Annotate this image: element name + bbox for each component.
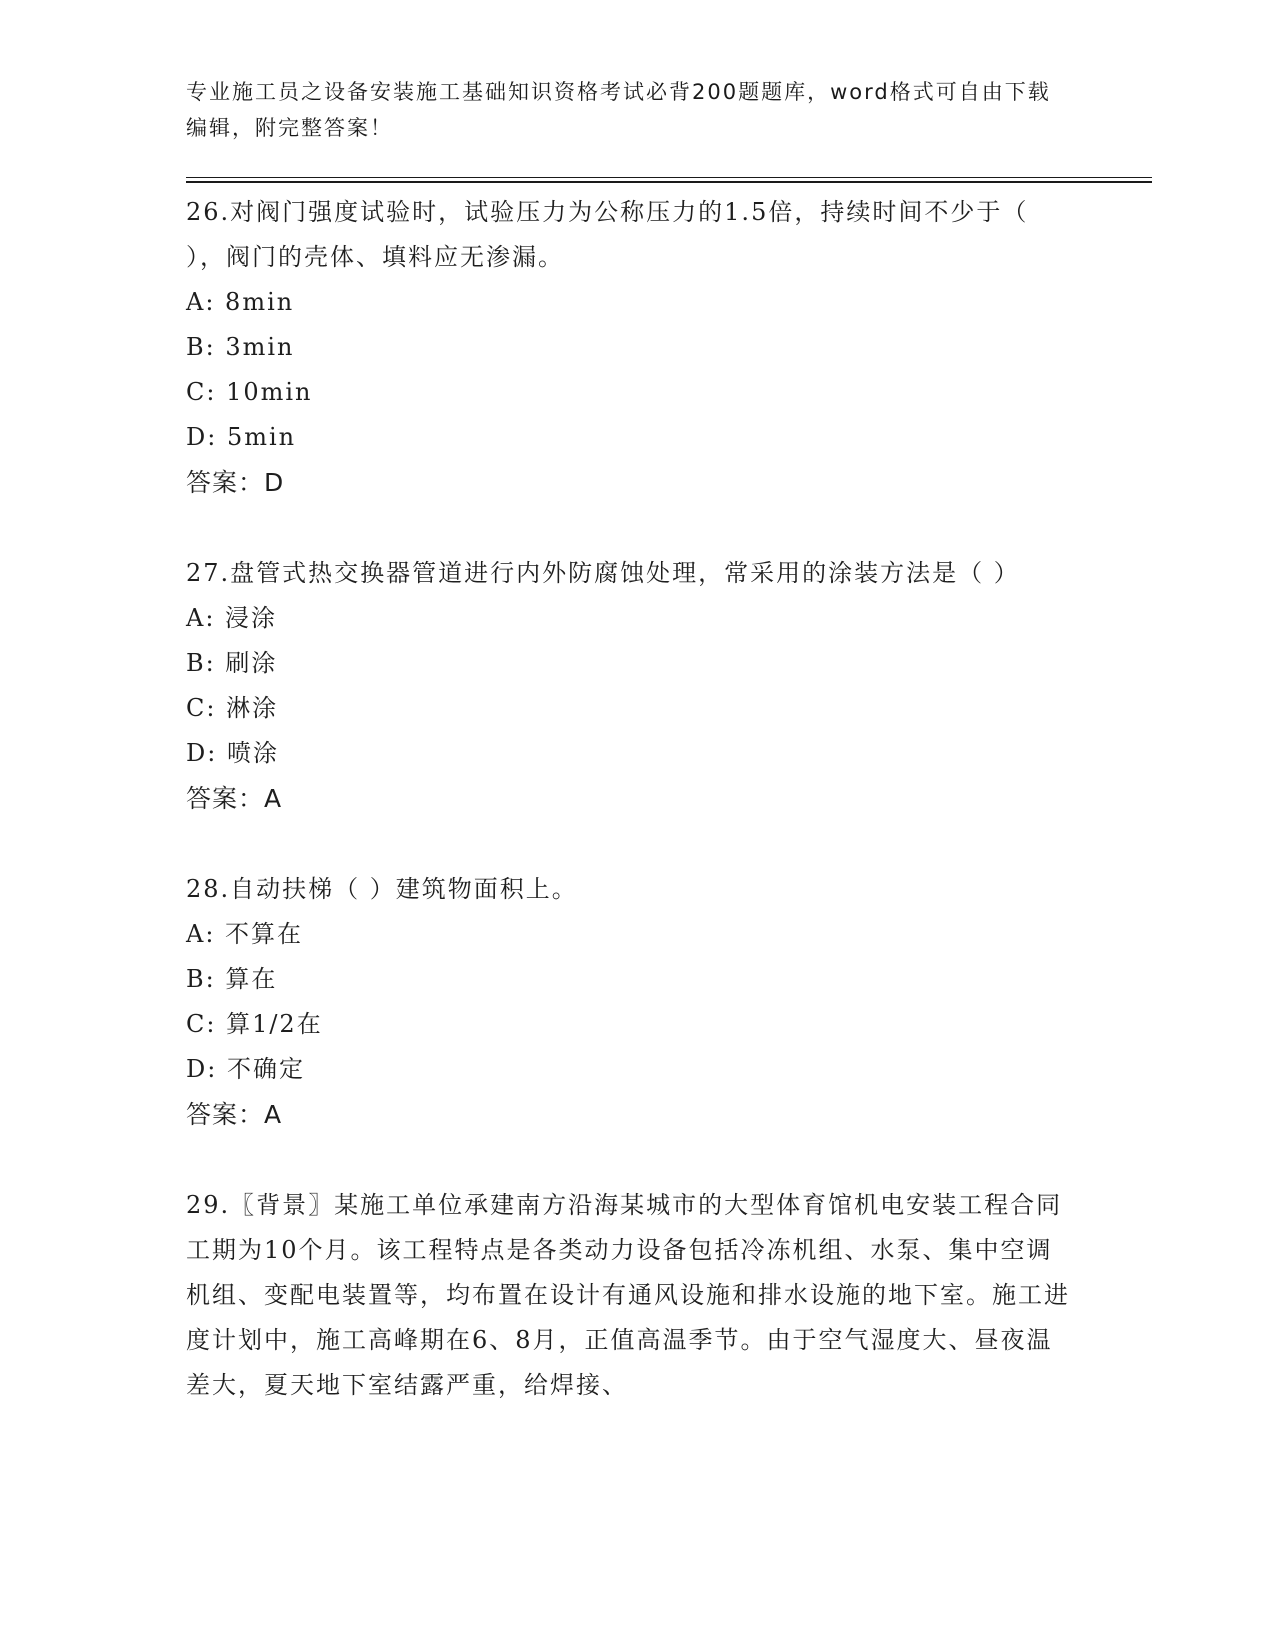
option-a: A: 不算在 — [186, 920, 304, 948]
question-29 — [186, 1183, 1076, 1408]
option-c: C: 淋涂 — [186, 694, 279, 722]
option-b: B: 算在 — [186, 965, 278, 993]
option-a: A: 浸涂 — [186, 604, 278, 632]
question-26 — [186, 190, 1076, 505]
option-b: B: 3min — [186, 333, 295, 361]
question-stem: 28.自动扶梯（ ）建筑物面积上。 — [186, 875, 578, 903]
option-c: C: 算1/2在 — [186, 1010, 323, 1038]
question-28 — [186, 867, 1076, 1137]
option-d: D: 5min — [186, 423, 297, 451]
option-b: B: 刷涂 — [186, 649, 278, 677]
question-list — [186, 190, 1076, 1408]
option-a: A: 8min — [186, 288, 295, 316]
question-stem: 29.〖背景〗某施工单位承建南方沿海某城市的大型体育馆机电安装工程合同工期为10个月。该工程特点是各类动力设备包括冷冻机组、水泵、集中空调机组、变配电装置等，均布置在设计有通风设施和排水设施的地下室。施工进度计划中，施工高峰期在6、8月，正值高温季节。由于空气湿度大、昼夜温差大，夏天地下室结露严重，给焊接、 — [186, 1191, 1070, 1399]
answer-line: 答案：D — [186, 468, 285, 497]
answer-line: 答案：A — [186, 1100, 283, 1129]
header-divider — [186, 177, 1152, 178]
question-stem: 26.对阀门强度试验时，试验压力为公称压力的1.5倍，持续时间不少于（ ），阀门的壳体、填料应无渗漏。 — [186, 198, 1029, 271]
answer-line: 答案：A — [186, 784, 283, 813]
option-c: C: 10min — [186, 378, 313, 406]
header-divider-bold — [186, 181, 1152, 183]
option-d: D: 喷涂 — [186, 739, 279, 767]
question-27 — [186, 551, 1076, 821]
document-header: 专业施工员之设备安装施工基础知识资格考试必背200题题库，word格式可自由下载编辑，附完整答案！ — [186, 80, 1051, 140]
question-stem: 27.盘管式热交换器管道进行内外防腐蚀处理，常采用的涂装方法是（ ） — [186, 559, 1020, 587]
option-d: D: 不确定 — [186, 1055, 305, 1083]
